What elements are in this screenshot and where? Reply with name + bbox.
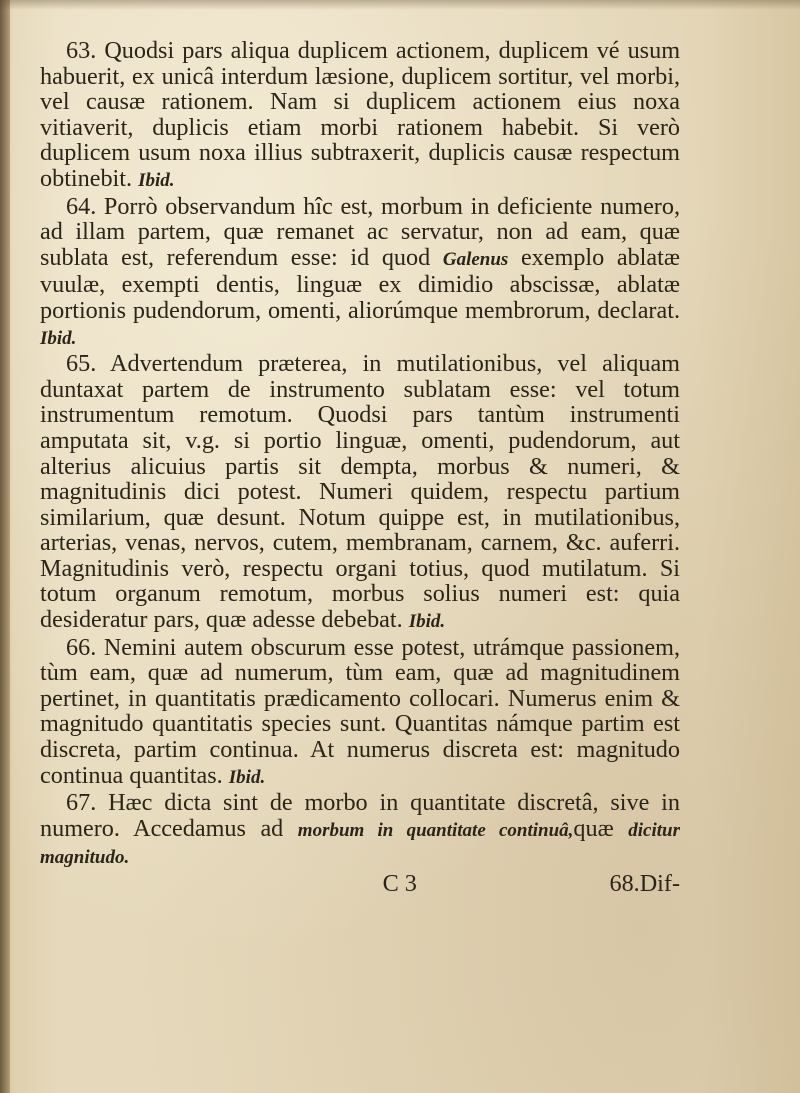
reference-ibid: Ibid. [408,611,446,633]
reference-ibid: Ibid. [40,327,77,349]
italic-phrase: morbum in quantitate continuâ, [297,819,574,841]
reference-ibid: Ibid. [228,766,266,788]
italic-name-galenus: Galenus [442,248,509,270]
paragraph-text: Quodsi pars aliqua duplicem actionem, duplicem vé usum habuerit, ex unicâ interdum læsione, duplicem sortitur, vel morbi, vel causæ rationem. Nam si duplicem actionem eius noxa vitiaverit, duplicis etiam morbi rationem habebit. Si verò duplicem usum noxa illius subtraxerit, duplicis causæ respectum obtinebit. [40,37,681,192]
page-binding-edge [0,0,10,1093]
paragraph-text: Hæc dicta sint de morbo in quantitate discretâ, sive in numero. Accedamus ad [40,789,680,842]
page-top-shadow [0,0,800,10]
paragraph-text: Porrò observandum hîc est, morbum in deficiente numero, ad illam partem, quæ remanet ac servatur, non ad eam, quæ sublata est, referendum esse: id quod [40,192,680,271]
paragraph-text-continued: exemplo ablatæ vuulæ, exempti dentis, linguæ ex dimidio abscissæ, ablatæ portionis pudendorum, omenti, aliorúmque membrorum, declarat. [40,243,680,324]
page-body-text [40,38,680,897]
paragraph-number: 63. [66,37,97,64]
italic-phrase-2: dicitur magnitudo. [40,819,680,869]
paragraph-66 [40,635,680,791]
paragraph-64 [40,194,680,352]
paragraph-67 [40,790,680,871]
paragraph-number: 64. [66,192,97,220]
paragraph-text-continued: quæ [573,814,614,842]
page-footer-line [40,871,680,897]
paragraph-number: 67. [66,789,97,817]
paragraph-text: Nemini autem obscurum esse potest, utrámque passionem, tùm eam, quæ ad numerum, tùm eam, quæ ad magnitudinem pertinet, in quantitatis prædicamento collocari. Numerus enim & magnitudo quantitatis species sunt. Quantitas námque partim est discreta, partim continua. At numerus discreta est: magnitudo continua quantitas. [40,633,680,789]
paragraph-63 [40,38,680,194]
paragraph-65 [40,351,680,635]
paragraph-text: Advertendum præterea, in mutilationibus, vel aliquam duntaxat partem de instrumento sublatam esse: vel totum instrumentum remotum. Quodsi pars tantùm instrumenti amputata sit, v.g. si portio linguæ, omenti, pudendorum, aut alterius alicuius partis sit dempta, morbus & numeri, & magnitudinis dici potest. Numeri quidem, respectu partium similarium, quæ desunt. Notum quippe est, in mutilationibus, arterias, venas, nervos, cutem, membranam, carnem, &c. auferri. Magnitudinis verò, respectu organi totius, quod mutilatum. Si totum organum remotum, morbus solius numeri est: quia desideratur pars, quæ adesse debebat. [40,350,680,634]
signature-mark: C 3 [382,870,417,897]
reference-ibid: Ibid. [138,169,175,191]
catchword: 68.Dif- [609,870,680,897]
paragraph-number: 65. [66,350,97,378]
paragraph-number: 66. [66,633,97,661]
